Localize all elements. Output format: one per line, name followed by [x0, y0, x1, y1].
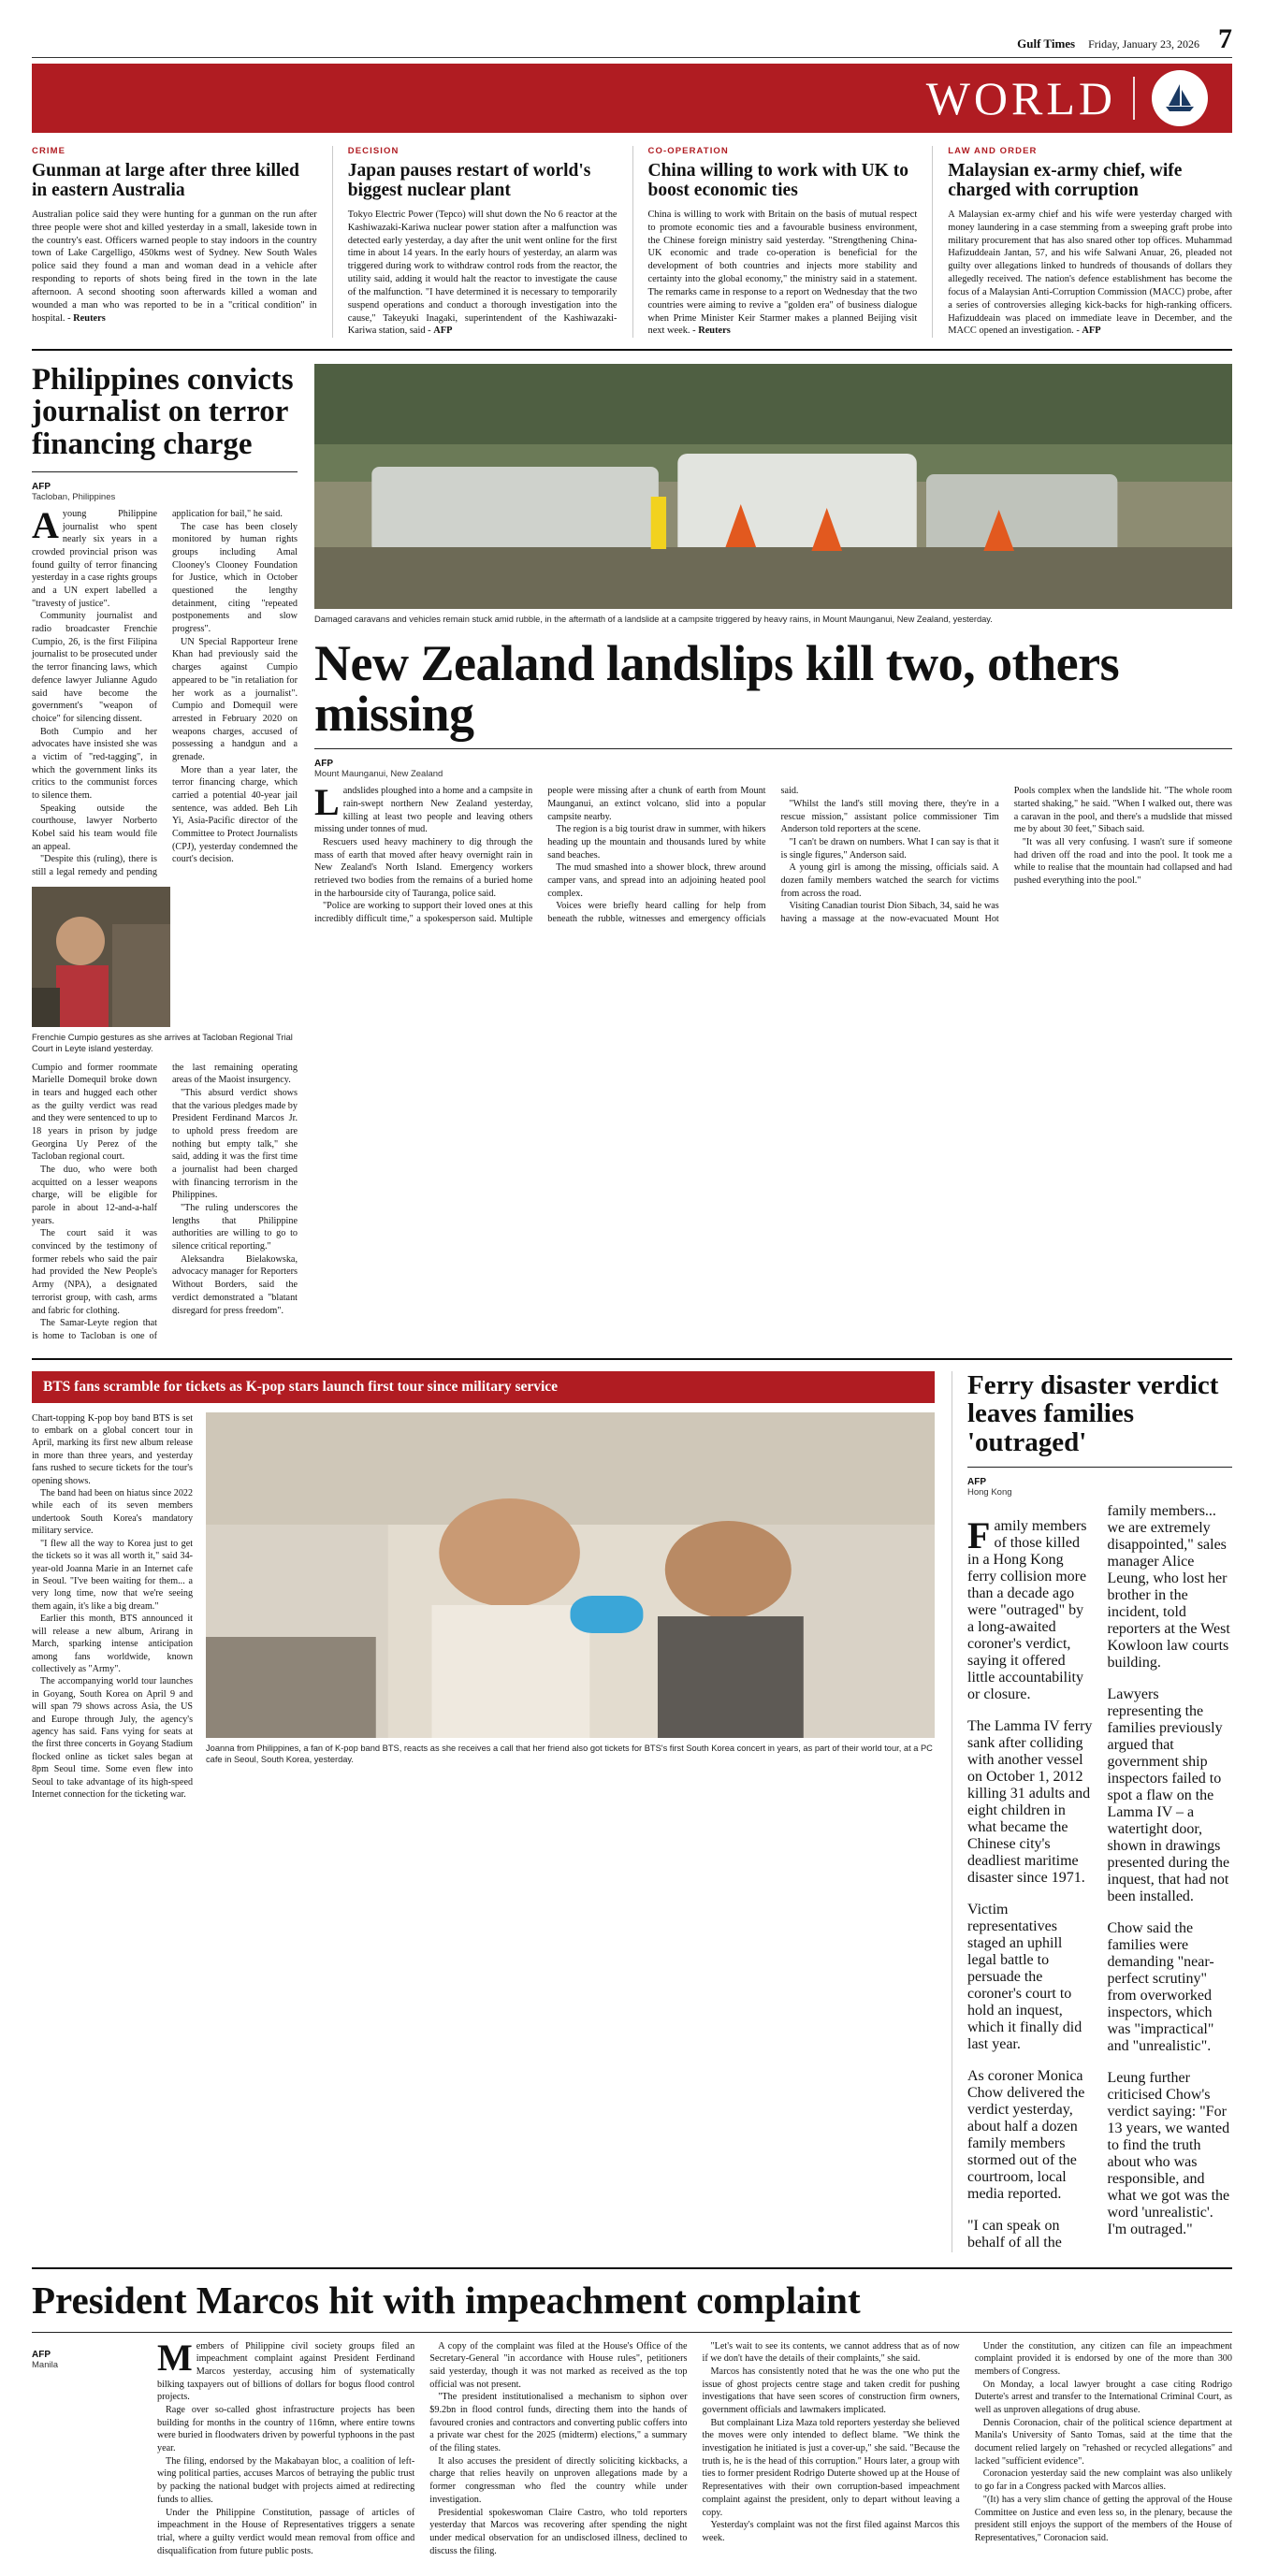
paragraph: UN Special Rapporteur Irene Khan had previously said the charges against Cumpio appeared to be "in retaliation for her work as a journalist". Cumpio and Domequil were arrested in February 2020 on weapons charges, accused of possessing a handgun and a grenade. — [172, 636, 298, 762]
brief-kicker: CO-OPERATION — [647, 146, 729, 156]
paragraph: Both Cumpio and her advocates have insisted she was a victim of "red-tagging", in which the government links its critics to the communist forces to silence them. — [32, 726, 157, 801]
bts-banner-headline: BTS fans scramble for tickets as K-pop stars launch first tour since military service — [32, 1371, 935, 1403]
philippines-photo-caption: Frenchie Cumpio gestures as she arrives at Tacloban Regional Trial Court in Leyte island yesterday. — [32, 1032, 293, 1053]
section-title: WORLD — [925, 72, 1116, 124]
paragraph: Voices were briefly heard calling for help from beneath the rubble, witnesses and emergency officials said. — [547, 786, 799, 924]
brief-body: Australian police said they were hunting for a gunman on the run after three people were shot and killed yesterday in a small, lakeside town in the country's east. Officers warned people to stay indoors in the country town of Lake Cargelligo, 450kms west of Sydney. New South Wales police said they found a man and woman dead in a vehicle after responding to reports of shots being fired in the town in the late afternoon. A second shooting soon afterwards killed a woman and wounded a man who was reported to be in a "critical condition" in hospital. - Reuters — [32, 209, 317, 324]
page-number: 7 — [1218, 23, 1232, 54]
paragraph: Rage over so-called ghost infrastructure projects has been building for months in the country of 116mn, where entire towns were buried in floodwaters driven by powerful typhoons in the past year. — [157, 2405, 415, 2454]
paragraph: The Lamma IV ferry sank after colliding with another vessel on October 1, 2012 killing 31 adults and eight children in what became the Chinese city's deadliest maritime disaster since 1971. — [967, 1717, 1093, 1886]
philippines-body-top — [32, 504, 298, 878]
paragraph: Chart-topping K-pop boy band BTS is set to embark on a global concert tour in April, marking its first new album release in more than three years, and yesterday fans rushed to secure tickets for the tour's opening shows. — [32, 1412, 193, 1486]
paragraph: "I can speak on behalf of all the family members... we are extremely disappointed," sales manager Alice Leung, who lost her brother in the incident, told reporters at the West Kowloon law courts building. — [967, 1502, 1230, 2250]
article-ferry — [952, 1371, 1232, 2252]
byline-dateline: Tacloban, Philippines — [32, 492, 116, 503]
byline-dateline: Manila — [32, 2359, 58, 2370]
article-bts — [32, 1371, 935, 2252]
byline-agency: AFP — [32, 482, 51, 493]
ferry-headline: Ferry disaster verdict leaves families 'outraged' — [967, 1369, 1219, 1457]
brief-item — [632, 146, 933, 338]
paragraph: The accompanying world tour launches in Goyang, South Korea on April 9 and will span 79 shows across Asia, the US and Europe through July, the agency's agency has said. Fans vying for seats at the first three concerts in Goyang Stadium flocked online as ticket sales began at 8pm Seoul time. Some even flew into Seoul to take advantage of its high-speed Internet connection for the ticketing war. — [32, 1676, 193, 1801]
block-marcos — [32, 2267, 1232, 2557]
paragraph: Coronacion yesterday said the new complaint was also unlikely to go far in a Congress packed with Marcos allies. — [974, 2468, 1232, 2493]
paragraph: "Police are working to support their loved ones at this incredibly difficult time," a spokesperson said. Multiple people were missing after a chunk of earth from Mount Maunganui, an extinct volcano, slid into a popular campsite nearby. — [314, 786, 766, 924]
brief-headline: Japan pauses restart of world's biggest nuclear plant — [347, 161, 591, 201]
ferry-byline — [967, 1477, 1232, 1498]
marcos-layout — [32, 2336, 1232, 2557]
philippines-body-bottom — [32, 1062, 298, 1343]
paragraph: The Samar-Leyte region that is home to Tacloban is one of the last remaining operating areas of the Maoist insurgency. — [32, 1062, 298, 1341]
paragraph: It also accuses the president of directly soliciting kickbacks, a charge that relies heavily on unproven allegations made by a former congressman who fled the country while under investigation. — [429, 2455, 688, 2505]
paragraph: "It was all very confusing. I wasn't sure if someone had driven off the road and into the pool. It took me a while to realise that the mountain had collapsed and had pushed everything into the pool." — [1013, 836, 1232, 886]
paragraph: The duo, who were both acquitted on a lesser weapons charge, will be eligible for parole in about 12-and-a-half years. — [32, 1165, 157, 1226]
paragraph: Under the Philippine Constitution, passage of articles of impeachment in the House of Representatives triggers a senate trial, where a guilty verdict would mean removal from office and disqualification from future public posts. — [157, 2507, 415, 2556]
hairline — [314, 748, 1232, 749]
paragraph: On Monday, a local lawyer brought a case citing Rodrigo Duterte's arrest and transfer to the International Criminal Court, as well as unproven allegations of drug abuse. — [974, 2379, 1232, 2416]
paragraph: Aleksandra Bielakowska, advocacy manager for Reporters Without Borders, said the verdict demonstrated a "blatant disregard for press freedom". — [172, 1253, 298, 1316]
paragraph: The region is a big tourist draw in summer, with hikers heading up the mountain and thousands lured by white sand beaches. — [547, 824, 766, 861]
paragraph: Yesterday's complaint was not the first filed against Marcos this week. — [702, 2520, 960, 2543]
paragraph: "The president institutionalised a mechanism to siphon over $9.2bn in flood control funds, directing them into the hands of favoured cronies and contractors and converting public coffers into a private war chest for the 2025 (midterm) elections," a summary of the filing states. — [429, 2392, 688, 2454]
paragraph: Presidential spokeswoman Claire Castro, who told reporters yesterday that Marcos was recovering after spending the night under medical observation for an undisclosed illness, declined to discuss the filing. — [429, 2507, 688, 2556]
hairline — [32, 2332, 1232, 2333]
ferry-body — [967, 1503, 1232, 2252]
newzealand-photo — [314, 364, 1232, 609]
paragraph: Community journalist and radio broadcaster Frenchie Cumpio, 26, is the first Filipina journalist to be prosecuted under the terror financing laws, which defence lawyer Julianne Agudo said have become the government's "weapon of choice" for silencing dissent. — [32, 611, 157, 724]
bts-photo-caption: Joanna from Philippines, a fan of K-pop band BTS, reacts as she receives a call that her friend also got tickets for BTS's first South Korea concert in years, as part of their world tour, at a PC cafe in Seoul, South Korea, yesterday. — [206, 1743, 933, 1764]
paragraph: Cumpio and former roommate Marielle Domequil broke down in tears and hugged each other as the guilty verdict was read and they were sentenced to up to 18 years in prison by judge Georgina Uy Perez of the Tacloban regional court. — [32, 1062, 157, 1163]
hairline — [32, 471, 298, 472]
paragraph: The court said it was convinced by the testimony of former rebels who said the pair had provided the New People's Army (NPA), a designated terrorist group, with cash, arms and fabric for clothing. — [32, 1228, 157, 1316]
marcos-headline: President Marcos hit with impeachment complaint — [32, 2278, 861, 2322]
paragraph: Lawyers representing the families previously argued that government ship inspectors failed to spot a flaw on the Lamma IV – a watertight door, shown in drawings presented during the inquest, that had not been installed. — [1107, 1686, 1230, 1904]
brief-agency: Reuters — [698, 326, 731, 337]
paragraph: Rescuers used heavy machinery to dig through the mass of earth that moved after heavy overnight rain in New Zealand's North Island. Emergency workers retrieved two bodies from the remains of a buried home in the harbourside city of Tauranga, police said. — [314, 836, 533, 899]
paragraph: Visiting Canadian tourist Dion Sibach, 34, said he was having a massage at the now-evacuated Mount Hot Pools complex when the landslide hit. "The whole room started shaking," he said. "When I walked out, there was a caravan in the pool, and there's a mudslide that missed me by about 30 feet," Sibach said. — [780, 786, 1232, 924]
philippines-headline: Philippines convicts journalist on terror financing charge — [32, 363, 294, 461]
paragraph: Leung further criticised Chow's verdict saying: "For 13 years, we wanted to find the truth about who was responsible, and what we got was the word 'unrealistic'. I'm outraged." — [1107, 2069, 1230, 2237]
paragraph: Marcos has consistently noted that he was the one who put the issue of ghost projects centre stage and taken credit for pushing investigations that have seen scores of construction firm owners, government officials and lawmakers implicated. — [702, 2366, 960, 2416]
masthead — [32, 0, 1232, 57]
paragraph: The case has been closely monitored by human rights groups including Amal Clooney's Clooney Foundation for Justice, which in October questioned the lengthy detainment, citing "repeated postponements and slow progress". — [172, 521, 298, 635]
paragraph: Family members of those killed in a Hong Kong ferry collision more than a decade ago were "outraged" by a long-awaited coroner's verdict, saying it offered little accountability or closure. — [967, 1513, 1087, 1702]
brief-kicker: CRIME — [32, 146, 66, 156]
bts-photo-wrap — [206, 1412, 935, 1802]
marcos-byline — [32, 2350, 142, 2552]
section-banner — [32, 64, 1232, 133]
paragraph: As coroner Monica Chow delivered the verdict yesterday, about half a dozen family members stormed out of the courtroom, local media reported. — [967, 2067, 1085, 2202]
paragraph: "Let's wait to see its contents, we cannot address that as of now if we don't have the details of their complaints," she said. — [702, 2340, 960, 2365]
article-new-zealand — [314, 364, 1232, 1342]
paragraph: Landslides ploughed into a home and a campsite in rain-swept northern New Zealand yesterday, killing at least two people and leaving others missing under tonnes of mud. — [314, 781, 533, 835]
photo-graphic — [206, 1412, 935, 1738]
paragraph: "This absurd verdict shows that the various pledges made by President Ferdinand Marcos Jr. to uphold press freedom are nothing but empty talk," she said, adding it was the first time a journalist had been charged with financing terrorism in the Philippines. — [172, 1088, 298, 1201]
paragraph: Members of Philippine civil society groups filed an impeachment complaint against President Ferdinand Marcos yesterday, accusing him of systematically bilking taxpayers out of billions of dollars for bogus flood control projects. — [157, 2336, 415, 2403]
paragraph: A young girl is among the missing, officials said. A dozen family members watched the search for victims from across the road. — [780, 862, 999, 899]
paragraph: "Despite this (ruling), there is still a legal remedy and pending application for bail," he said. — [32, 509, 283, 877]
byline-agency: AFP — [967, 1476, 986, 1487]
byline-dateline: Mount Maunganui, New Zealand — [314, 769, 443, 780]
byline-dateline: Hong Kong — [967, 1486, 1012, 1498]
newzealand-body — [314, 781, 1232, 925]
paragraph: But complainant Liza Maza told reporters yesterday she believed the moves were only intended to deflect blame. "We think the investigation he initiated is just a cover-up," she said. "Because the truth is, he is the head of this corruption." Hours later, a group with ties to former president Rodrigo Duterte showed up at the House of Representatives with their own corruption-based impeachment complaint against the president, only to depart without leaving a copy. — [702, 2417, 960, 2518]
paragraph: The mud smashed into a shower block, threw around camper vans, and spread into an adjoining heated pool complex. — [547, 862, 766, 899]
brief-headline: Malaysian ex-army chief, wife charged with corruption — [948, 161, 1183, 201]
marcos-body — [157, 2336, 1232, 2557]
brief-body: Tokyo Electric Power (Tepco) will shut down the No 6 reactor at the Kashiwazaki-Kariwa nuclear power station after a malfunction was detected early yesterday, a day after the unit went online for the first time in about 14 years. In the early hours of yesterday, an alarm was triggered during work to withdraw control rods from the reactor, the utility said, adding it would halt the reactor to investigate the cause of the malfunction. "I have determined it is necessary to temporarily suspend operations and conduct a thorough investigation into the cause," Takeyuki Inagaki, superintendent of the Kashiwazaki-Kariwa station, said - AFP — [347, 209, 617, 337]
byline-agency: AFP — [32, 2349, 51, 2360]
paragraph: Dennis Coronacion, chair of the political science department at Manila's University of Santo Tomas, said at the time that the document relied largely on "rehashed or recycled allegations" and lacked "sufficient evidence". — [974, 2417, 1232, 2467]
brief-headline: Gunman at large after three killed in eastern Australia — [32, 161, 299, 201]
paragraph: A copy of the complaint was filed at the House's Office of the Secretary-General "in accordance with House rules", petitioners said yesterday, though it was not marked as received as the top official was not present. — [429, 2340, 688, 2390]
dhow-boat-icon — [1160, 79, 1199, 118]
paragraph: Earlier this month, BTS announced it will release a new album, Arirang in March, sparking intense anticipation among fans worldwide, known collectively as "Army". — [32, 1614, 193, 1674]
brief-item — [332, 146, 632, 338]
paragraph: "Whilst the land's still moving there, they're in a rescue mission," assistant police commissioner Tim Anderson told reporters at the scene. — [780, 798, 999, 835]
brief-item — [932, 146, 1232, 338]
issue-date: Friday, January 23, 2026 — [1088, 37, 1199, 51]
brief-body: China is willing to work with Britain on the basis of mutual respect to promote economic ties and a favourable business environment, the Chinese foreign ministry said yesterday. "Strengthening China-UK economic and trade co-operation is beneficial for the development of both countries and injects more stability and certainty into the global economy," the ministry said in a statement. The remarks came in response to a report on Wednesday that the two countries were aiming to revive a "golden era" of business dialogue when Prime Minister Keir Starmer makes a planned Beijing visit next week. - Reuters — [647, 209, 918, 337]
publication-name: Gulf Times — [1017, 36, 1076, 51]
bts-layout — [32, 1412, 935, 1802]
article-philippines — [32, 364, 298, 1342]
photo-graphic — [314, 364, 1232, 609]
paragraph: "(It) has a very slim chance of getting the approval of the House Committee on Justice and even less so, in the plenary, because the president still enjoys the support of the members of the House of Representatives," Coronacion said. — [974, 2494, 1232, 2543]
newzealand-headline: New Zealand landslips kill two, others missing — [314, 635, 1120, 743]
paragraph: "I can't be drawn on numbers. What I can say is that it is single figures," Anderson said. — [780, 836, 999, 861]
paragraph: The band had been on hiatus since 2022 while each of its seven members undertook South Korea's mandatory military service. — [32, 1488, 193, 1537]
hairline — [967, 1467, 1232, 1468]
brief-body: A Malaysian ex-army chief and his wife were yesterday charged with money laundering in a case stemming from a sweeping graft probe into military procurement that has also snared other top offices. Muhammad Hafizuddeain Jantan, 57, and his wife Salwani Anuar, 26, pleaded not guilty over allegations linked to hundreds of thousands of dollars they allegedly received. The nation's defence establishment has become the focus of a Malaysian Anti-Corruption Commission (MACC) probe, after a series of controversies alleging kick-backs for high-ranking officers. Hafizuddeain was placed on immediate leave in December, and the MACC opened an investigation. - AFP — [948, 209, 1232, 337]
brief-agency: AFP — [433, 326, 453, 337]
paragraph: Chow said the families were demanding "near-perfect scrutiny" from overworked inspectors, which was "impractical" and "unrealistic". — [1107, 1919, 1214, 2054]
philippines-byline — [32, 482, 298, 502]
masthead-divider — [32, 57, 1232, 58]
newzealand-byline — [314, 759, 1232, 779]
brief-headline: China willing to work with UK to boost economic ties — [647, 161, 908, 201]
banner-divider — [1133, 77, 1135, 120]
paragraph: Speaking outside the courthouse, lawyer Norberto Kobel said his team would file an appeal. — [32, 803, 157, 852]
paragraph: Under the constitution, any citizen can file an impeachment complaint provided it is endorsed by one of the more than 300 members of Congress. — [974, 2340, 1232, 2378]
brief-kicker: DECISION — [347, 146, 400, 156]
paragraph: Victim representatives staged an uphill legal battle to persuade the coroner's court to hold an inquest, which it finally did last year. — [967, 1901, 1082, 2052]
bts-photo — [206, 1412, 935, 1738]
brief-kicker: LAW AND ORDER — [948, 146, 1038, 156]
paragraph: "I flew all the way to Korea just to get the tickets so it was all worth it," said 34-year-old Joanna Marie in an Internet cafe in Seoul. "I've been waiting for them... a very long time, now that we're seeing them again, it's like a big dream." — [32, 1538, 193, 1612]
paragraph: "The ruling underscores the lengths that Philippine authorities are willing to go to silence critical reporting." — [172, 1203, 298, 1252]
bts-body — [32, 1412, 193, 1802]
brief-item — [32, 146, 332, 338]
brief-agency: Reuters — [73, 312, 106, 324]
paragraph: More than a year later, the terror financing charge, which carried a potential 40-year jail sentence, was added. Beh Lih Yi, Asia-Pacific director of the Committee to Protect Journalists (CPJ), yesterday condemned the court's decision. — [172, 764, 298, 865]
news-briefs-row — [32, 146, 1232, 351]
block-philippines-newzealand — [32, 351, 1232, 1342]
photo-graphic — [32, 887, 170, 1027]
philippines-photo — [32, 887, 170, 1027]
brief-agency: AFP — [1082, 326, 1101, 337]
byline-agency: AFP — [314, 759, 333, 770]
paragraph: Ayoung Philippine journalist who spent nearly six years in a crowded provincial prison was found guilty of terror financing yesterday in a case rights groups and a UN expert labelled a "travesty of justice". — [32, 504, 157, 609]
gulf-times-logo — [1152, 70, 1208, 126]
newzealand-photo-caption: Damaged caravans and vehicles remain stuck amid rubble, in the aftermath of a landslide at a campsite triggered by heavy rains, in Mount Maunganui, New Zealand, yesterday. — [314, 615, 993, 625]
block-bts-ferry — [32, 1358, 1232, 2252]
paragraph: The filing, endorsed by the Makabayan bloc, a coalition of left-wing political parties, accuses Marcos of betraying the public trust by packing the national budget with projects aimed at redirecting funds to allies. — [157, 2455, 415, 2505]
